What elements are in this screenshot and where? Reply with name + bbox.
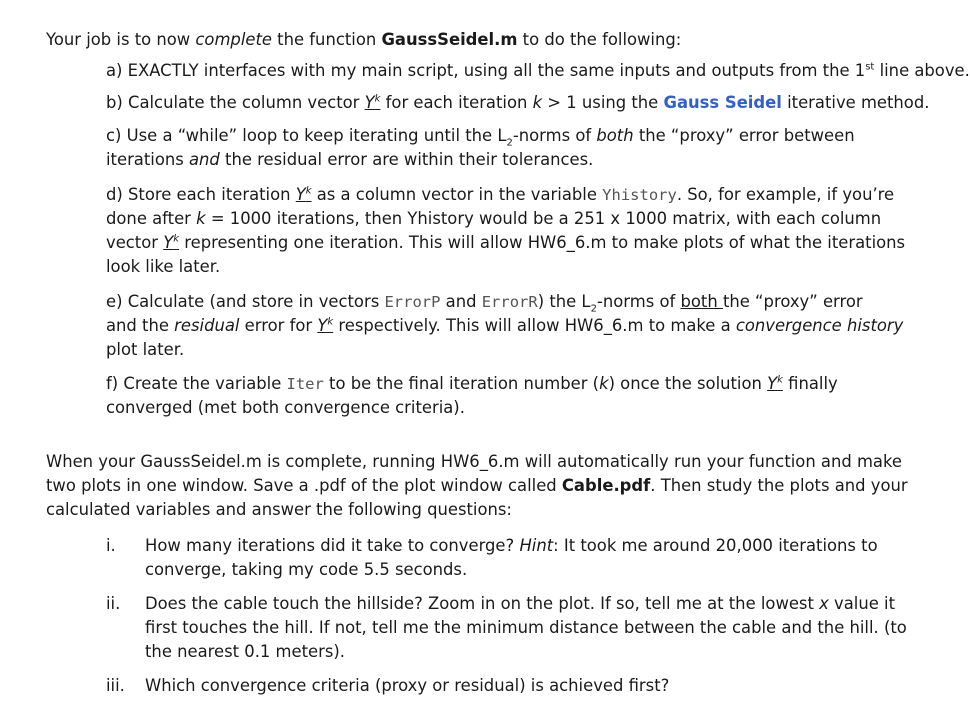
subscript: 2 xyxy=(590,303,597,315)
item-c-text: iterations xyxy=(106,150,189,169)
question-1-text: : It took me around 20,000 iterations to xyxy=(553,536,878,555)
k-variable: k xyxy=(532,93,543,112)
intro-text: Your job is to now xyxy=(46,30,196,49)
item-e-text: ) the L xyxy=(537,292,591,311)
yk-vector: $Y^k$ xyxy=(767,374,783,393)
yk-vector: $Y^k$ xyxy=(364,93,381,112)
item-c-text: the residual error are within their tolerances. xyxy=(219,150,594,169)
question-2-text: the nearest 0.1 meters). xyxy=(145,642,345,661)
para2-line3 xyxy=(46,499,512,521)
para2-text: When your GaussSeidel.m is complete, running HW6_6.m will automatically run your function and make xyxy=(46,452,902,471)
item-e-text: the “proxy” error xyxy=(722,292,863,311)
emphasis-both: both xyxy=(596,126,634,145)
item-b-text: > 1 using the xyxy=(542,93,664,112)
question-2-number: ii. xyxy=(106,594,121,613)
item-c-text: c) Use a “while” loop to keep iterating until the L xyxy=(106,126,507,145)
item-f-line1 xyxy=(106,373,838,395)
yk-vector: $Y^k$ xyxy=(295,185,312,204)
item-f-text: converged (met both convergence criteria). xyxy=(106,398,465,417)
item-a-text: a) EXACTLY interfaces with my main script, using all the same inputs and outputs from the 1 xyxy=(106,61,866,80)
x-variable: x xyxy=(819,594,829,613)
question-3-line1 xyxy=(145,675,669,697)
item-d-text: as a column vector in the variable xyxy=(311,185,603,204)
emphasis-convergence-history: convergence history xyxy=(735,316,904,335)
item-c-text: -norms of xyxy=(512,126,597,145)
question-1-line2 xyxy=(145,559,467,581)
item-d-text: . So, for example, if you’re xyxy=(676,185,895,204)
item-c-text: the “proxy” error between xyxy=(633,126,855,145)
item-e-text: respectively. This will allow HW6_6.m to make a xyxy=(333,316,736,335)
para2-text: two plots in one window. Save a .pdf of the plot window called xyxy=(46,476,562,495)
question-1-text: How many iterations did it take to converge? xyxy=(145,536,520,555)
yk-vector: $Y^k$ xyxy=(317,316,334,335)
item-b-text: b) Calculate the column vector xyxy=(106,93,365,112)
intro-line xyxy=(46,29,681,51)
item-b xyxy=(106,92,929,114)
item-c-line2 xyxy=(106,149,593,171)
subscript: 2 xyxy=(506,137,513,149)
item-d-text: d) Store each iteration xyxy=(106,185,296,204)
item-f-line2 xyxy=(106,397,465,419)
para2-text: calculated variables and answer the following questions: xyxy=(46,500,512,519)
item-e-text: -norms of xyxy=(596,292,681,311)
question-2-text: Does the cable touch the hillside? Zoom in on the plot. If so, tell me at the lowest xyxy=(145,594,820,613)
gauss-seidel-term: Gauss Seidel xyxy=(663,93,782,112)
item-b-text: iterative method. xyxy=(781,93,930,112)
question-1-text: converge, taking my code 5.5 seconds. xyxy=(145,560,468,579)
emphasis-residual: residual xyxy=(174,316,240,335)
item-f-text: finally xyxy=(782,374,838,393)
code-iter: Iter xyxy=(286,375,324,393)
underlined-both: both xyxy=(680,292,723,311)
question-2-line3 xyxy=(145,641,345,663)
item-e-text: e) Calculate (and store in vectors xyxy=(106,292,385,311)
intro-text: the function xyxy=(271,30,382,49)
yk-vector: $Y^k$ xyxy=(163,233,180,252)
function-name: GaussSeidel.m xyxy=(381,30,518,49)
item-f-text: to be the final iteration number ( xyxy=(323,374,600,393)
item-e-text: error for xyxy=(239,316,318,335)
item-e-text: and xyxy=(440,292,482,311)
item-b-text: for each iteration xyxy=(380,93,533,112)
hint-label: Hint xyxy=(519,536,554,555)
item-d-line1 xyxy=(106,184,894,206)
cable-pdf-filename: Cable.pdf xyxy=(561,476,651,495)
item-d-text: representing one iteration. This will allow HW6_6.m to make plots of what the iterations xyxy=(179,233,906,252)
item-c-line1 xyxy=(106,125,855,147)
para2-line1 xyxy=(46,451,902,473)
question-1-line1 xyxy=(145,535,878,557)
para2-line2 xyxy=(46,475,908,497)
question-2-line1 xyxy=(145,593,895,615)
item-d-text: = 1000 iterations, then Yhistory would be a 251 x 1000 matrix, with each column xyxy=(205,209,882,228)
question-2-text: value it xyxy=(828,594,895,613)
item-d-text: look like later. xyxy=(106,257,221,276)
superscript: st xyxy=(865,61,875,73)
item-f-text: f) Create the variable xyxy=(106,374,287,393)
question-3-text: Which convergence criteria (proxy or residual) is achieved first? xyxy=(145,676,670,695)
code-errorr: ErrorR xyxy=(481,293,538,311)
item-e-line2 xyxy=(106,315,903,337)
item-d-text: vector xyxy=(106,233,164,252)
item-d-text: done after xyxy=(106,209,197,228)
intro-text: to do the following: xyxy=(517,30,682,49)
item-d-line3 xyxy=(106,232,905,254)
question-1-number: i. xyxy=(106,536,116,555)
k-variable: k xyxy=(196,209,206,228)
para2-text: . Then study the plots and your xyxy=(650,476,908,495)
code-yhistory: Yhistory xyxy=(602,186,677,204)
item-e-text: plot later. xyxy=(106,340,185,359)
k-variable: k xyxy=(599,374,609,393)
item-e-text: and the xyxy=(106,316,175,335)
intro-emphasis: complete xyxy=(195,30,272,49)
item-a-text: line above. xyxy=(874,61,970,80)
emphasis-and: and xyxy=(189,150,220,169)
question-2-text: first touches the hill. If not, tell me the minimum distance between the cable and the hill. (to xyxy=(145,618,907,637)
question-3-number: iii. xyxy=(106,676,125,695)
code-errorp: ErrorP xyxy=(384,293,441,311)
item-d-line4 xyxy=(106,256,220,278)
item-d-line2 xyxy=(106,208,881,230)
question-2-line2 xyxy=(145,617,907,639)
item-e-line1 xyxy=(106,291,863,313)
item-a xyxy=(106,60,970,82)
item-e-line3 xyxy=(106,339,184,361)
item-f-text: ) once the solution xyxy=(608,374,768,393)
